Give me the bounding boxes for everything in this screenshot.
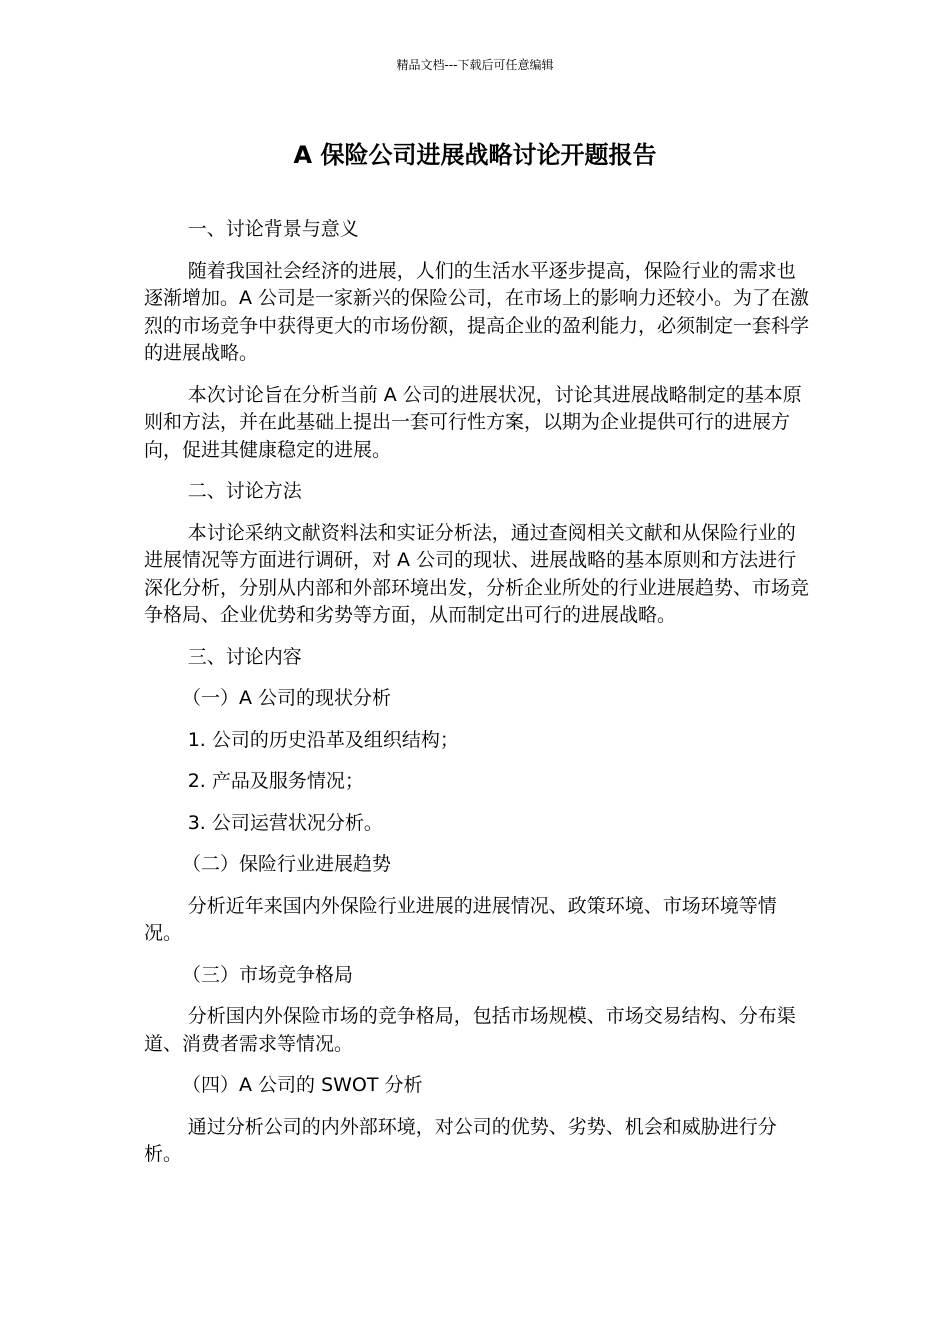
- header-note: 精品文档---下载后可任意编辑: [396, 58, 554, 72]
- document-body: [144, 216, 812, 1183]
- list-item: 3. 公司运营状况分析。: [187, 811, 383, 834]
- subsection-heading-swot: （四）A 公司的 SWOT 分析: [182, 1074, 423, 1096]
- list-item: 1. 公司的历史沿革及组织结构；: [187, 728, 459, 751]
- subsection-heading-competition: （三）市场竞争格局: [182, 963, 354, 986]
- section-heading-background: 一、讨论背景与意义: [187, 218, 359, 240]
- paragraph-method: 本讨论采纳文献资料法和实证分析法，通过查阅相关文献和从保险行业的进展情况等方面进行调研，对 A 公司的现状、进展战略的基本原则和方法进行深化分析，分别从内部和外部环境出发，分析企业所处的行业进展趋势、市场竞争格局、企业优势和劣势等方面，从而制定出可行的进展战略。: [144, 521, 810, 626]
- paragraph-background: 随着我国社会经济的进展，人们的生活水平逐步提高，保险行业的需求也逐渐增加。A 公司是一家新兴的保险公司，在市场上的影响力还较小。为了在激烈的市场竞争中获得更大的市场份额，提高企业的盈利能力，必须制定一套科学的进展战略。: [144, 259, 810, 364]
- paragraph-trend: 分析近年来国内外保险行业进展的进展情况、政策环境、市场环境等情况。: [144, 894, 777, 944]
- list-item: 2. 产品及服务情况；: [187, 770, 364, 792]
- section-heading-method: 二、讨论方法: [187, 480, 302, 502]
- paragraph-swot: 通过分析公司的内外部环境，对公司的优势、劣势、机会和威胁进行分析。: [144, 1115, 777, 1165]
- paragraph-competition: 分析国内外保险市场的竞争格局，包括市场规模、市场交易结构、分布渠道、消费者需求等情况。: [144, 1005, 796, 1055]
- subsection-heading-trend: （二）保险行业进展趋势: [182, 853, 392, 875]
- document-title: A 保险公司进展战略讨论开题报告: [293, 141, 657, 169]
- paragraph-purpose: 本次讨论旨在分析当前 A 公司的进展状况，讨论其进展战略制定的基本原则和方法，并在此基础上提出一套可行性方案，以期为企业提供可行的进展方向，促进其健康稳定的进展。: [144, 383, 802, 461]
- section-heading-content: 三、讨论内容: [187, 645, 302, 668]
- subsection-heading-status: （一）A 公司的现状分析: [182, 687, 392, 709]
